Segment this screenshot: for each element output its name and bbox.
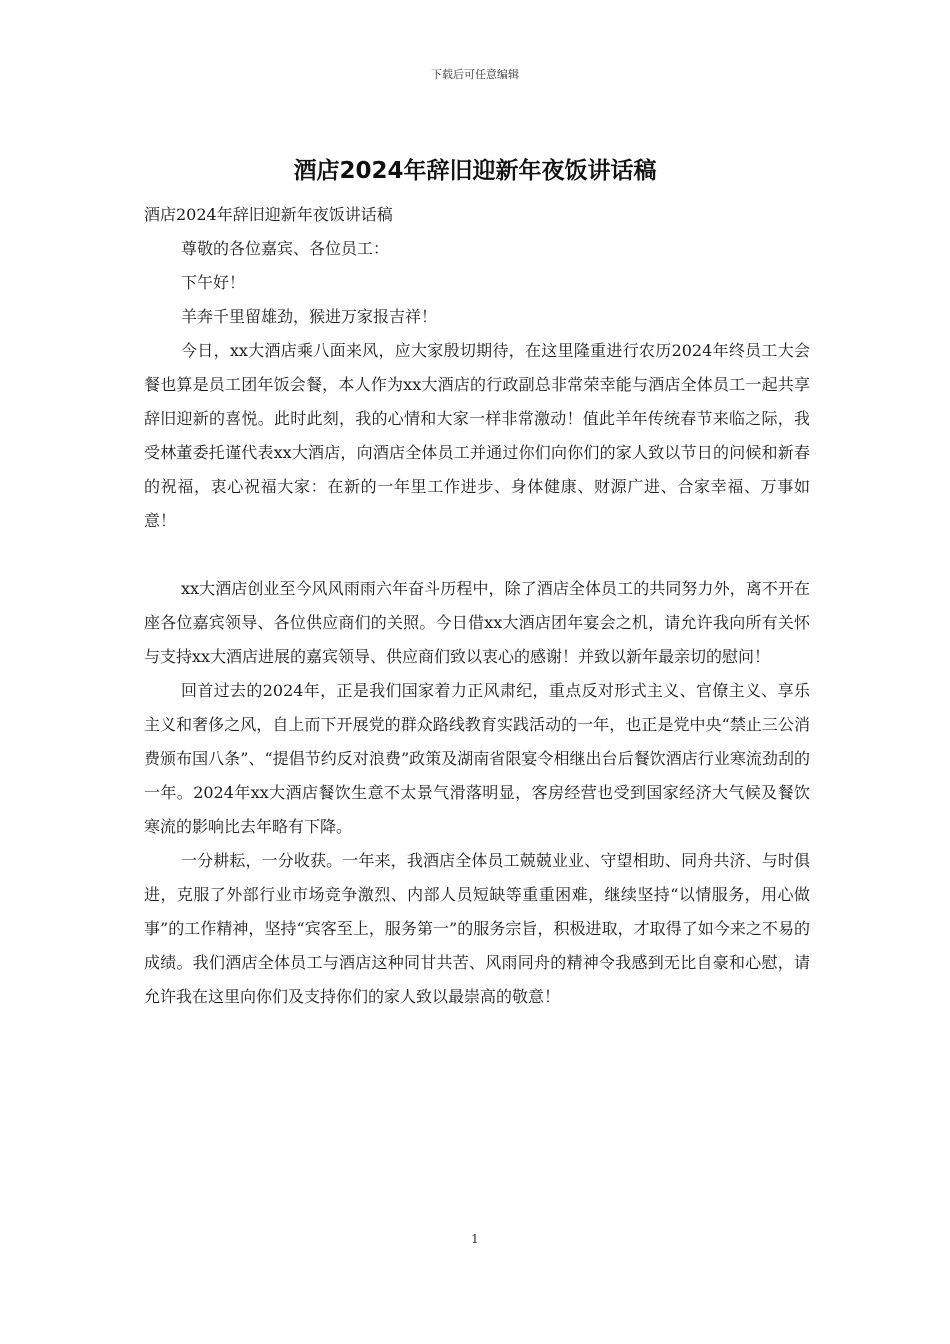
paragraph-spacer — [144, 538, 810, 572]
paragraph-greeting: 下午好！ — [181, 273, 246, 292]
paragraph-opening: 今日，xx大酒店乘八面来风，应大家殷切期待，在这里隆重进行农历2024年终员工大会餐也算是员工团年饭会餐，本人作为xx大酒店的行政副总非常荣幸能与酒店全体员工一起共享辞旧迎新的喜悦。此时此刻，我的心情和大家一样非常激动！值此羊年传统春节来临之际，我受林董委托谨代表xx大酒店，向酒店全体员工并通过你们向你们的家人致以节日的问候和新春的祝福，衷心祝福大家：在新的一年里工作进步、身体健康、财源广进、合家幸福、万事如意！ — [144, 341, 810, 530]
paragraph-achievement: 一分耕耘，一分收获。一年来，我酒店全体员工兢兢业业、守望相助、同舟共济、与时俱进，克服了外部行业市场竞争激烈、内部人员短缺等重重困难，继续坚持“以情服务，用心做事”的工作精神，坚持“宾客至上，服务第一”的服务宗旨，积极进取，才取得了如今来之不易的成绩。我们酒店全体员工与酒店这种同甘共苦、风雨同舟的精神令我感到无比自豪和心慰，请允许我在这里向你们及支持你们的家人致以最崇高的敬意！ — [144, 851, 810, 1006]
subtitle-line: 酒店2024年辞旧迎新年夜饭讲话稿 — [144, 205, 393, 224]
paragraph-thanks: xx大酒店创业至今风风雨雨六年奋斗历程中，除了酒店全体员工的共同努力外，离不开在座各位嘉宾领导、各位供应商们的关照。今日借xx大酒店团年宴会之机，请允许我向所有关怀与支持xx大酒店进展的嘉宾领导、供应商们致以衷心的感谢！并致以新年最亲切的慰问！ — [144, 579, 810, 666]
paragraph-salutation: 尊敬的各位嘉宾、各位员工： — [181, 239, 390, 258]
paragraph-couplet: 羊奔千里留雄劲，猴进万家报吉祥！ — [181, 307, 438, 326]
page-number: 1 — [471, 1232, 479, 1246]
paragraph-review: 回首过去的2024年，正是我们国家着力正风肃纪，重点反对形式主义、官僚主义、享乐主义和奢侈之风，自上而下开展党的群众路线教育实践活动的一年，也正是党中央“禁止三公消费颁布国八条”、“提倡节约反对浪费”政策及湖南省限宴令相继出台后餐饮酒店行业寒流劲刮的一年。2024年xx大酒店餐饮生意不太景气滑落明显，客房经营也受到国家经济大气候及餐饮寒流的影响比去年略有下降。 — [144, 681, 810, 836]
header-note: 下载后可任意编辑 — [431, 68, 519, 81]
document-body — [144, 198, 810, 1014]
document-title: 酒店2024年辞旧迎新年夜饭讲话稿 — [293, 158, 657, 184]
